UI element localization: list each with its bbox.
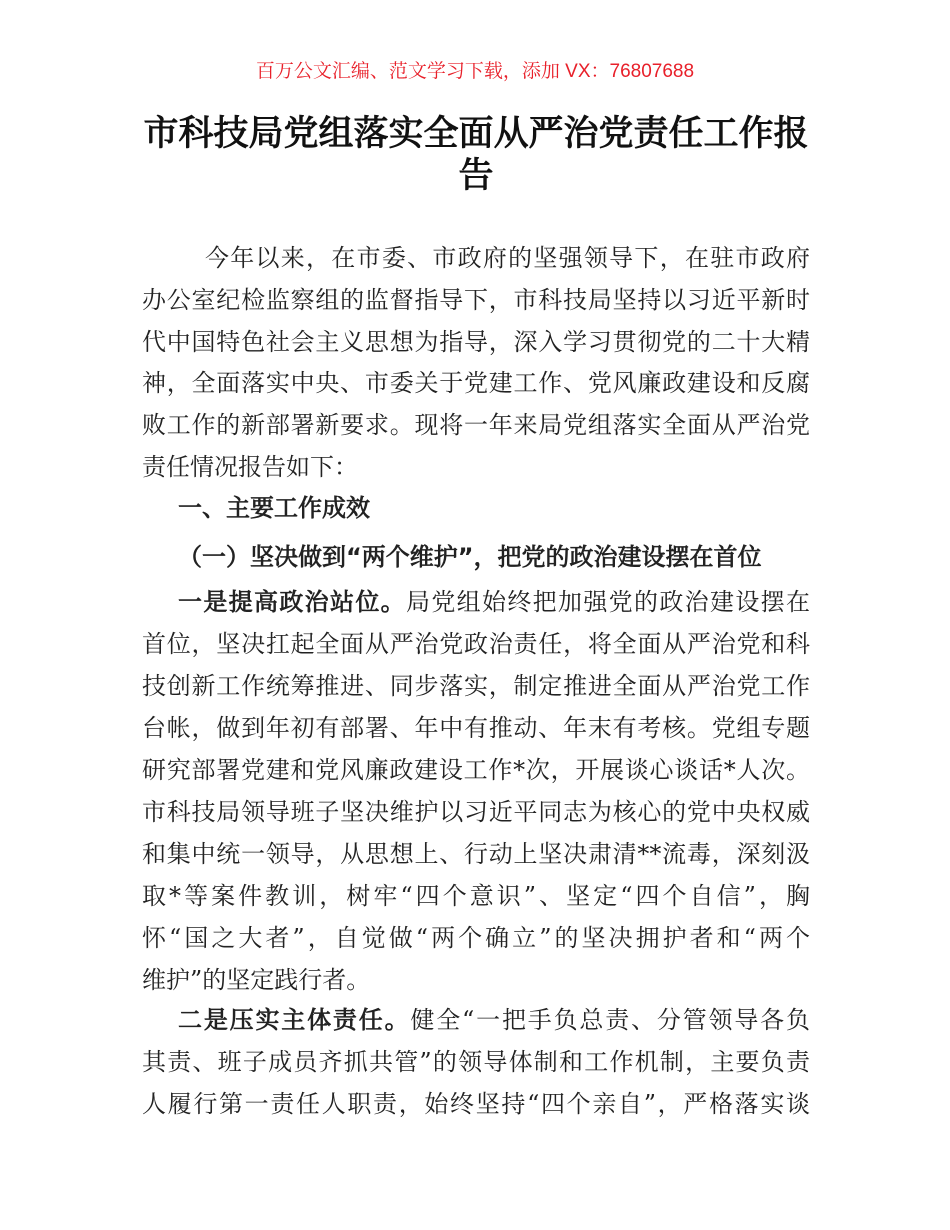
paragraph-line bbox=[142, 1089, 810, 1119]
line-text: 其责、班子成员齐抓共管”的领导体制和工作机制，主要负责 bbox=[142, 1048, 810, 1076]
paragraph-line bbox=[178, 587, 810, 617]
line-text: 台帐，做到年初有部署、年中有推动、年末有考核。党组专题 bbox=[142, 714, 810, 742]
watermark-banner: 百万公文汇编、范文学习下载，添加 VX：76807688 bbox=[255, 61, 695, 82]
line-text: 市科技局领导班子坚决维护以习近平同志为核心的党中央权威 bbox=[142, 798, 810, 826]
line-text: 代中国特色社会主义思想为指导，深入学习贯彻党的二十大精 bbox=[142, 327, 810, 356]
line-text: （一）坚决做到“两个维护”，把党的政治建设摆在首位 bbox=[178, 543, 762, 571]
line-text: 一、主要工作成效 bbox=[178, 494, 370, 522]
paragraph-lead: 一是提高政治站位。 bbox=[178, 588, 406, 616]
paragraph-line bbox=[142, 713, 810, 743]
line-text: 怀“国之大者”，自觉做“两个确立”的坚决拥护者和“两个 bbox=[142, 924, 810, 952]
line-text: 研究部署党建和党风廉政建设工作*次，开展谈心谈话*人次。 bbox=[142, 756, 810, 784]
subsection-heading bbox=[178, 542, 810, 572]
paragraph-line bbox=[142, 965, 810, 995]
line-text: 维护”的坚定践行者。 bbox=[142, 966, 371, 994]
line-text: 今年以来，在市委、市政府的坚强领导下，在驻市政府 bbox=[205, 244, 810, 272]
line-text: 败工作的新部署新要求。现将一年来局党组落实全面从严治党 bbox=[142, 411, 810, 440]
document-title-line-2: 告 bbox=[458, 156, 494, 196]
line-text: 和集中统一领导，从思想上、行动上坚决肃清**流毒，深刻汲 bbox=[142, 840, 810, 868]
line-text: 责任情况报告如下： bbox=[142, 453, 358, 481]
intro-line bbox=[142, 327, 810, 357]
intro-line bbox=[142, 410, 810, 440]
paragraph-line bbox=[142, 629, 810, 659]
line-text: 人履行第一责任人职责，始终坚持“四个亲自”，严格落实谈 bbox=[142, 1090, 810, 1118]
intro-line bbox=[142, 452, 810, 482]
paragraph-line bbox=[142, 1047, 810, 1077]
paragraph-line bbox=[142, 797, 810, 827]
line-text: 健全“一把手负总责、分管领导各负 bbox=[410, 1006, 810, 1034]
line-text: 局党组始终把加强党的政治建设摆在 bbox=[406, 588, 810, 616]
paragraph-line bbox=[142, 839, 810, 869]
paragraph-line bbox=[142, 671, 810, 701]
document-title-line-1: 市科技局党组落实全面从严治党责任工作报 bbox=[143, 114, 809, 154]
line-text: 技创新工作统筹推进、同步落实，制定推进全面从严治党工作 bbox=[142, 672, 810, 700]
paragraph-line bbox=[142, 881, 810, 911]
line-text: 取*等案件教训，树牢“四个意识”、坚定“四个自信”，胸 bbox=[142, 882, 810, 910]
paragraph-lead: 二是压实主体责任。 bbox=[178, 1006, 411, 1034]
intro-line bbox=[142, 285, 810, 315]
paragraph-line bbox=[142, 755, 810, 785]
line-text: 首位，坚决扛起全面从严治党政治责任，将全面从严治党和科 bbox=[142, 630, 810, 658]
line-text: 办公室纪检监察组的监督指导下，市科技局坚持以习近平新时 bbox=[142, 285, 810, 314]
intro-line bbox=[205, 243, 810, 273]
paragraph-line bbox=[178, 1005, 810, 1035]
line-text: 神，全面落实中央、市委关于党建工作、党风廉政建设和反腐 bbox=[142, 369, 810, 398]
section-heading bbox=[178, 493, 810, 523]
intro-line bbox=[142, 368, 810, 398]
paragraph-line bbox=[142, 923, 810, 953]
